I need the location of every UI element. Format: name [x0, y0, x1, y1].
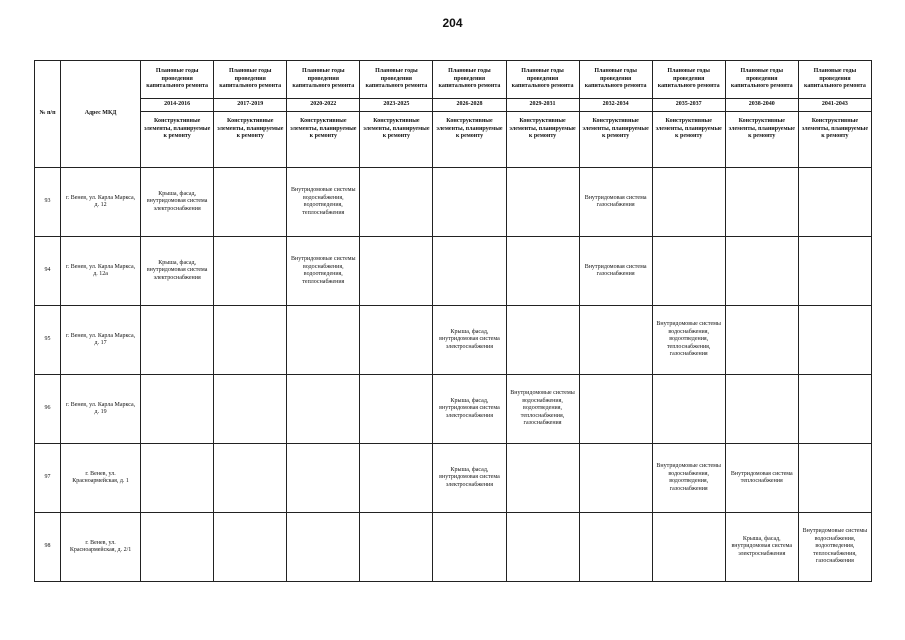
repair-cell [360, 237, 433, 306]
row-number: 97 [35, 444, 61, 513]
repair-cell [141, 513, 214, 582]
repair-cell [287, 375, 360, 444]
table-body [35, 168, 872, 582]
repair-cell [360, 168, 433, 237]
repair-cell: Крыша, фасад, внутридомовая система электроснабжения [433, 444, 506, 513]
period-sublabel: Конструктивные элементы, планируемые к ремонту [506, 112, 579, 168]
address-header: Адрес МКД [61, 61, 141, 168]
period-title: Плановые годы проведения капитального ремонта [214, 61, 287, 99]
repair-cell [798, 237, 871, 306]
repair-cell [360, 375, 433, 444]
period-title: Плановые годы проведения капитального ремонта [433, 61, 506, 99]
header-title-row [35, 61, 872, 99]
period-sublabel: Конструктивные элементы, планируемые к ремонту [141, 112, 214, 168]
repair-cell [433, 513, 506, 582]
period-sublabel: Конструктивные элементы, планируемые к ремонту [214, 112, 287, 168]
period-sublabel: Конструктивные элементы, планируемые к ремонту [798, 112, 871, 168]
period-sublabel: Конструктивные элементы, планируемые к ремонту [287, 112, 360, 168]
repair-cell: Внутридомовая система газоснабжения [579, 168, 652, 237]
repair-cell: Внутридомовые системы водоснабжения, водоотведения, теплоснабжения, газоснабжения [652, 306, 725, 375]
repair-cell: Внутридомовые системы водоснабжения, водоотведения, теплоснабжения, газоснабжения [506, 375, 579, 444]
repair-cell [141, 375, 214, 444]
repair-cell [652, 513, 725, 582]
repair-cell [652, 375, 725, 444]
repair-cell [360, 306, 433, 375]
repair-cell: Внутридомовые системы водоснабжения, водоотведения, теплоснабжения, газоснабжения [798, 513, 871, 582]
row-number: 95 [35, 306, 61, 375]
repair-cell: Крыша, фасад, внутридомовая система электроснабжения [725, 513, 798, 582]
repair-cell [360, 513, 433, 582]
repair-cell [725, 306, 798, 375]
repair-cell [579, 513, 652, 582]
period-title: Плановые годы проведения капитального ремонта [360, 61, 433, 99]
repair-cell [141, 444, 214, 513]
period-title: Плановые годы проведения капитального ремонта [725, 61, 798, 99]
table-row [35, 375, 872, 444]
repair-cell [506, 306, 579, 375]
row-address: г. Венев, ул. Красноармейская, д. 2/1 [61, 513, 141, 582]
repair-cell [214, 237, 287, 306]
repair-cell [798, 375, 871, 444]
period-years: 2014-2016 [141, 99, 214, 112]
repair-cell [579, 306, 652, 375]
period-years: 2038-2040 [725, 99, 798, 112]
period-sublabel: Конструктивные элементы, планируемые к ремонту [433, 112, 506, 168]
repair-cell: Крыша, фасад, внутридомовая система электроснабжения [141, 237, 214, 306]
period-years: 2035-2037 [652, 99, 725, 112]
repair-cell: Крыша, фасад, внутридомовая система электроснабжения [433, 375, 506, 444]
repair-cell [652, 237, 725, 306]
page-number: 204 [442, 16, 463, 30]
repair-cell [506, 444, 579, 513]
repair-cell: Внутридомовые системы водоснабжения, водоотведения, теплоснабжения [287, 237, 360, 306]
repair-cell [506, 513, 579, 582]
repair-cell [433, 237, 506, 306]
row-address: г. Венев, ул. Красноармейская, д. 1 [61, 444, 141, 513]
num-header: № п/п [35, 61, 61, 168]
repair-cell [214, 375, 287, 444]
table-row [35, 444, 872, 513]
row-number: 96 [35, 375, 61, 444]
repair-cell [725, 168, 798, 237]
period-title: Плановые годы проведения капитального ремонта [506, 61, 579, 99]
period-sublabel: Конструктивные элементы, планируемые к ремонту [579, 112, 652, 168]
repair-cell [506, 168, 579, 237]
repair-cell: Внутридомовая система газоснабжения [579, 237, 652, 306]
period-sublabel: Конструктивные элементы, планируемые к ремонту [360, 112, 433, 168]
period-years: 2029-2031 [506, 99, 579, 112]
repair-cell [287, 306, 360, 375]
repair-cell: Крыша, фасад, внутридомовая система электроснабжения [433, 306, 506, 375]
repair-cell [798, 168, 871, 237]
repair-cell [433, 168, 506, 237]
period-years: 2032-2034 [579, 99, 652, 112]
repair-cell [725, 375, 798, 444]
period-title: Плановые годы проведения капитального ремонта [141, 61, 214, 99]
repair-cell [141, 306, 214, 375]
row-address: г. Венев, ул. Карла Маркса, д. 17 [61, 306, 141, 375]
row-number: 98 [35, 513, 61, 582]
table-row [35, 513, 872, 582]
table-row [35, 168, 872, 237]
repair-cell [579, 444, 652, 513]
period-sublabel: Конструктивные элементы, планируемые к ремонту [725, 112, 798, 168]
capital-repair-table [34, 60, 872, 582]
repair-cell [287, 444, 360, 513]
repair-cell: Внутридомовые системы водоснабжения, водоотведения, газоснабжения [652, 444, 725, 513]
period-title: Плановые годы проведения капитального ремонта [287, 61, 360, 99]
header-years-row [35, 99, 872, 112]
repair-cell: Внутридомовые системы водоснабжения, водоотведения, теплоснабжения [287, 168, 360, 237]
row-address: г. Венев, ул. Карла Маркса, д. 12а [61, 237, 141, 306]
table-row [35, 237, 872, 306]
repair-cell [798, 444, 871, 513]
repair-cell: Внутридомовая система теплоснабжения [725, 444, 798, 513]
repair-cell [652, 168, 725, 237]
header-sublabel-row [35, 112, 872, 168]
repair-cell [214, 444, 287, 513]
row-number: 93 [35, 168, 61, 237]
row-number: 94 [35, 237, 61, 306]
repair-cell: Крыша, фасад, внутридомовая система электроснабжения [141, 168, 214, 237]
repair-cell [579, 375, 652, 444]
period-years: 2041-2043 [798, 99, 871, 112]
repair-cell [360, 444, 433, 513]
repair-cell [214, 168, 287, 237]
repair-cell [214, 513, 287, 582]
period-years: 2020-2022 [287, 99, 360, 112]
repair-cell [725, 237, 798, 306]
row-address: г. Венев, ул. Карла Маркса, д. 12 [61, 168, 141, 237]
period-sublabel: Конструктивные элементы, планируемые к ремонту [652, 112, 725, 168]
row-address: г. Венев, ул. Карла Маркса, д. 19 [61, 375, 141, 444]
period-years: 2017-2019 [214, 99, 287, 112]
period-title: Плановые годы проведения капитального ремонта [798, 61, 871, 99]
repair-cell [214, 306, 287, 375]
table-row [35, 306, 872, 375]
period-years: 2026-2028 [433, 99, 506, 112]
repair-cell [798, 306, 871, 375]
repair-cell [506, 237, 579, 306]
period-title: Плановые годы проведения капитального ремонта [579, 61, 652, 99]
repair-cell [287, 513, 360, 582]
period-title: Плановые годы проведения капитального ремонта [652, 61, 725, 99]
period-years: 2023-2025 [360, 99, 433, 112]
